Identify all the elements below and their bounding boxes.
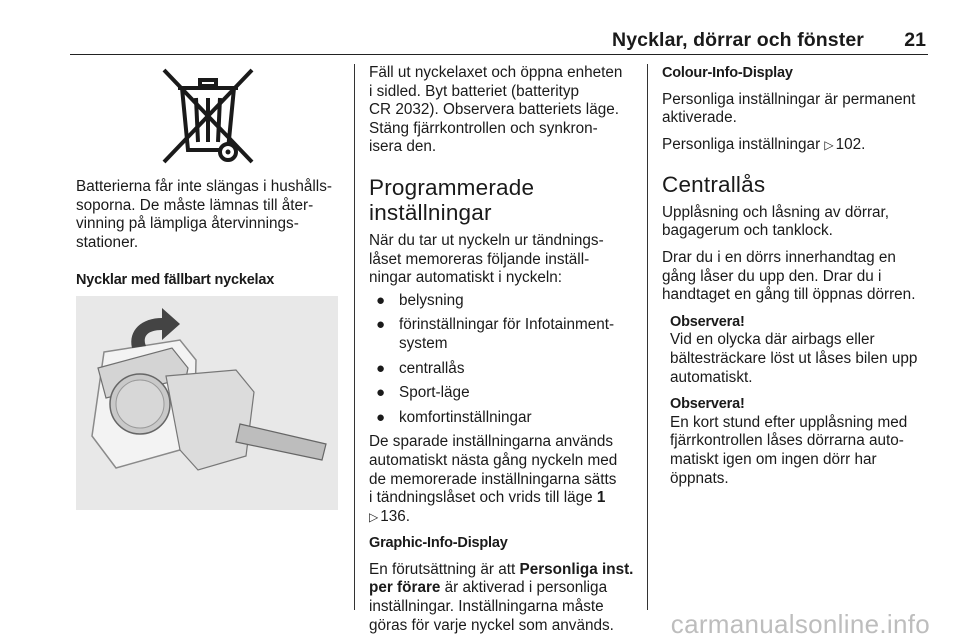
page-ref[interactable]: 102. — [835, 135, 866, 153]
colour-info-text: Personliga inställningar är permanent aktiverade. — [662, 90, 916, 127]
key-battery-image — [76, 296, 338, 510]
column-3 — [662, 64, 928, 488]
list-item: ● Sport-läge — [376, 384, 470, 402]
battery-change-text: Fäll ut nyckelaxet och öppna enheten i sidled. Byt batteriet (batterityp CR 2032). Observera batteriets läge. Stäng fjärrkontrollen och synkron- isera den. — [369, 64, 623, 156]
note-airbag — [670, 313, 928, 387]
note-title: Observera! — [670, 396, 745, 413]
central-locking-heading: Centrallås — [662, 172, 766, 198]
colour-info-subhead: Colour-Info-Display — [662, 65, 793, 81]
central-locking-text-2: Drar du i en dörrs innerhandtag en gång låser du upp den. Drar du i handtaget en gång till öppnas dörren. — [662, 249, 916, 304]
battery-disposal-text: Batterierna får inte slängas i hushålls- soporna. De måste lämnas till åter- vinning på lämpliga återvinnings- stationer. — [76, 178, 332, 251]
settings-list — [369, 292, 635, 428]
folding-key-subhead: Nycklar med fällbart nyckelax — [76, 272, 275, 289]
central-locking-text-1: Upplåsning och låsning av dörrar, bagagerum och tanklock. — [662, 203, 890, 240]
column-1 — [76, 64, 342, 290]
page-number: 21 — [904, 29, 926, 51]
page-title: Nycklar, dörrar och fönster — [612, 29, 864, 51]
programmed-settings-heading: Programmerade inställningar — [369, 174, 535, 226]
list-item: ● förinställningar för Infotainment- system — [376, 316, 615, 352]
graphic-info-subhead: Graphic-Info-Display — [369, 535, 508, 552]
stored-settings-text: De sparade inställningarna används automatiskt nästa gång nyckeln med de memorerade inställningarna sätts i tändningslåset och vrids till läge 1 ▷ 136. — [369, 433, 618, 525]
programmed-settings-text: När du tar ut nyckeln ur tändnings- låset memoreras följande inställ- ningar automatiskt i nyckeln: — [369, 231, 604, 287]
list-item: ● belysning — [376, 291, 464, 309]
page-ref-arrow-icon: ▷ — [824, 137, 834, 152]
graphic-info-text: En förutsättning är att Personliga inst. per förare är aktiverad i personliga inställningar. Inställningarna måste göras för varje nyckel som används. — [369, 560, 634, 634]
note-text: Vid en olycka där airbags eller bältesträckare löst ut låses bilen upp automatiskt. — [670, 331, 918, 386]
colour-info-ref: Personliga inställningar ▷ 102. — [662, 135, 866, 153]
note-title: Observera! — [670, 313, 745, 330]
column-divider-2 — [647, 64, 648, 610]
column-2 — [369, 64, 635, 635]
list-item: ● centrallås — [376, 359, 465, 377]
watermark: carmanualsonline.info — [670, 609, 930, 639]
note-auto-relock — [670, 395, 928, 488]
page-header — [70, 26, 928, 55]
page-ref-arrow-icon: ▷ — [369, 509, 379, 524]
column-divider-1 — [354, 64, 355, 610]
note-text: En kort stund efter upplåsning med fjärrkontrollen låses dörrarna auto- matiskt igen om ingen dörr har öppnats. — [670, 413, 908, 487]
page-ref[interactable]: 136. — [380, 507, 411, 525]
list-item: ● komfortinställningar — [376, 408, 532, 426]
